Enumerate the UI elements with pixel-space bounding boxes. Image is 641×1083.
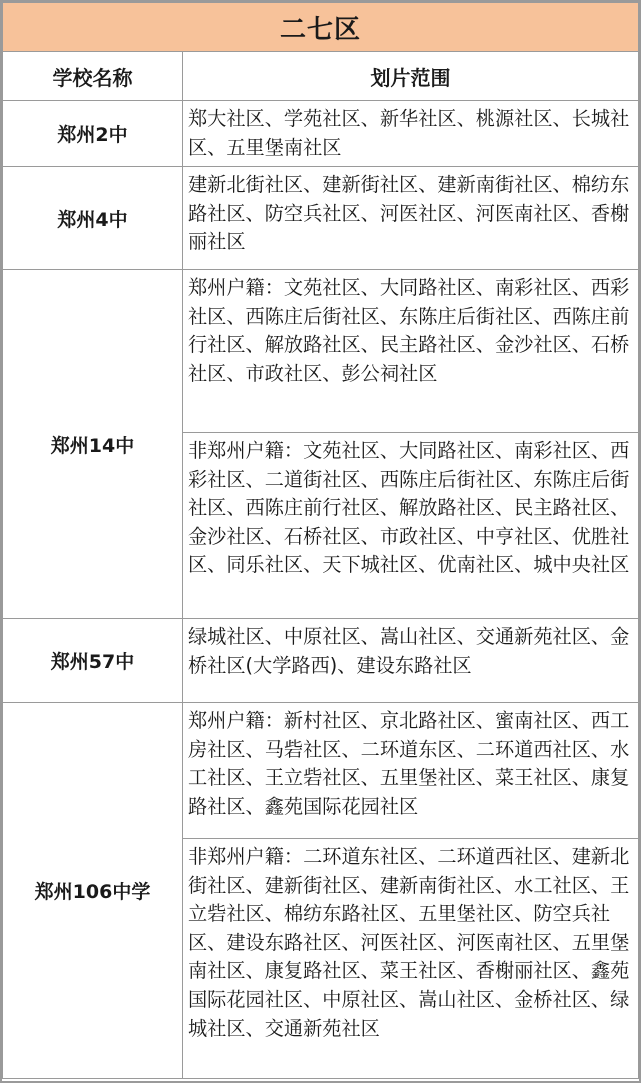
table-row <box>3 619 639 703</box>
school-name: 郑州4中 <box>3 167 183 270</box>
school-district-table <box>2 2 639 1079</box>
table-row <box>3 703 639 839</box>
range-text: 非郑州户籍：文苑社区、大同路社区、南彩社区、西彩社区、二道街社区、西陈庄后街社区、东陈庄后街社区、西陈庄前行社区、解放路社区、民主路社区、金沙社区、石桥社区、市政社区、中亨社区、优胜社区、同乐社区、天下城社区、优南社区、城中央社区 <box>183 433 639 619</box>
header-range: 划片范围 <box>183 52 639 101</box>
school-name: 郑州14中 <box>3 270 183 619</box>
range-text: 郑州户籍：文苑社区、大同路社区、南彩社区、西彩社区、西陈庄后街社区、东陈庄后街社区、西陈庄前行社区、解放路社区、民主路社区、金沙社区、石桥社区、市政社区、彭公祠社区 <box>183 270 639 433</box>
school-name: 郑州2中 <box>3 101 183 167</box>
header-row <box>3 52 639 101</box>
school-name: 郑州57中 <box>3 619 183 703</box>
title-row <box>3 3 639 52</box>
school-name: 郑州106中学 <box>3 703 183 1079</box>
district-title: 二七区 <box>3 3 639 52</box>
range-text: 郑大社区、学苑社区、新华社区、桃源社区、长城社区、五里堡南社区 <box>183 101 639 167</box>
table-row <box>3 167 639 270</box>
table-row <box>3 270 639 433</box>
range-text: 建新北街社区、建新街社区、建新南街社区、棉纺东路社区、防空兵社区、河医社区、河医南社区、香榭丽社区 <box>183 167 639 270</box>
range-text: 郑州户籍：新村社区、京北路社区、蜜南社区、西工房社区、马砦社区、二环道东区、二环道西社区、水工社区、王立砦社区、五里堡社区、菜王社区、康复路社区、鑫苑国际花园社区 <box>183 703 639 839</box>
header-school-name: 学校名称 <box>3 52 183 101</box>
range-text: 非郑州户籍：二环道东社区、二环道西社区、建新北街社区、建新街社区、建新南街社区、水工社区、王立砦社区、棉纺东路社区、五里堡社区、防空兵社区、建设东路社区、河医社区、河医南社区、五里堡南社区、康复路社区、菜王社区、香榭丽社区、鑫苑国际花园社区、中原社区、嵩山社区、金桥社区、绿城社区、交通新苑社区 <box>183 839 639 1079</box>
table-row <box>3 101 639 167</box>
range-text: 绿城社区、中原社区、嵩山社区、交通新苑社区、金桥社区(大学路西)、建设东路社区 <box>183 619 639 703</box>
